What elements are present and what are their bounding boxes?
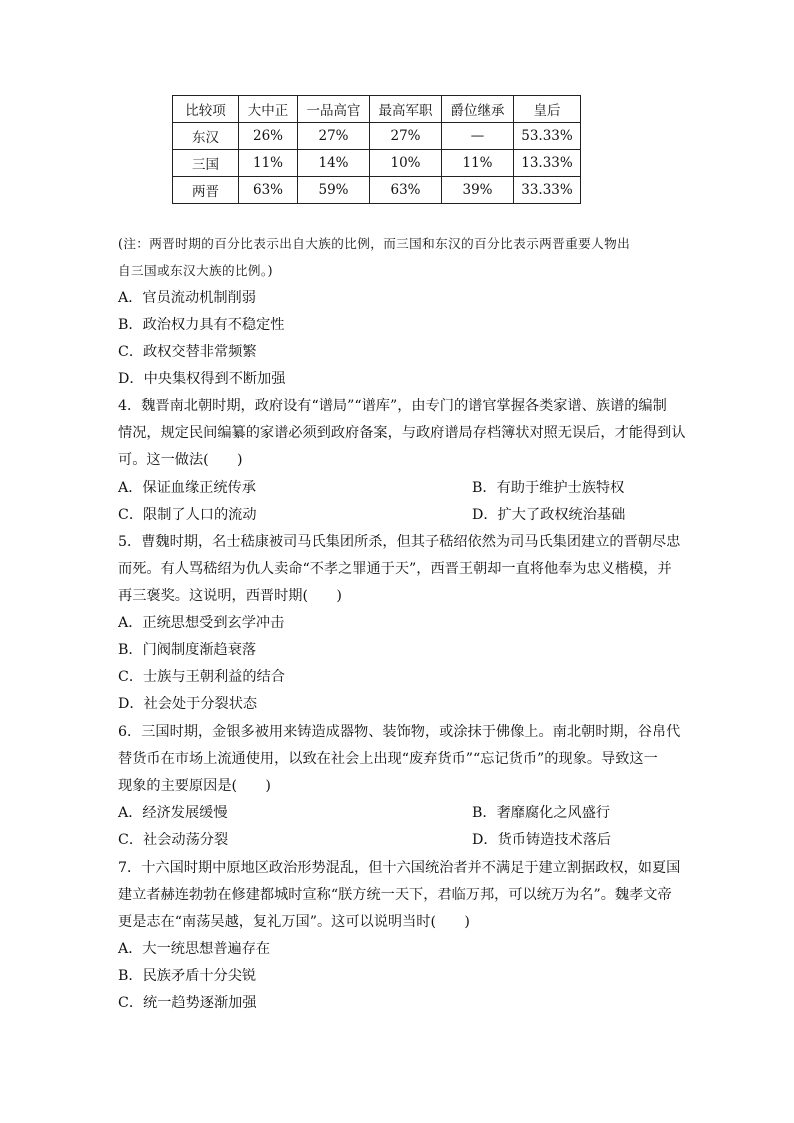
table-cell: 63%: [370, 177, 442, 204]
q5-stem-line: 5．曹魏时期，名士嵇康被司马氏集团所杀，但其子嵇绍依然为司马氏集团建立的晋朝尽忠: [118, 534, 681, 550]
q4-stem-line: 4．魏晋南北朝时期，政府设有“谱局”“谱库”，由专门的谱官掌握各类家谱、族谱的编制: [118, 398, 667, 414]
table-cell: 39%: [442, 177, 514, 204]
table-cell: 11%: [239, 150, 298, 177]
table-header-cell: 爵位继承: [442, 96, 514, 123]
table-cell: 两晋: [173, 177, 239, 204]
q6-option-a: A．经济发展缓慢: [118, 805, 228, 821]
q5-option-a: A．正统思想受到玄学冲击: [118, 615, 285, 631]
table-cell: 14%: [298, 150, 370, 177]
q7-stem-line: 建立者赫连勃勃在修建都城时宣称“朕方统一天下，君临万邦，可以统万为名”。魏孝文帝: [118, 887, 672, 903]
q4-option-b: B．有助于维护士族特权: [472, 480, 625, 496]
table-cell: 59%: [298, 177, 370, 204]
table-header-row: [173, 96, 581, 123]
q5-option-d: D．社会处于分裂状态: [118, 696, 258, 712]
q7-option-c: C．统一趋势逐渐加强: [118, 995, 257, 1011]
q6-stem-line: 现象的主要原因是( ): [118, 778, 271, 794]
q6-option-d: D．货币铸造技术落后: [472, 832, 612, 848]
comparison-table: [172, 95, 581, 204]
table-row: [173, 123, 581, 150]
table-cell: 13.33%: [514, 150, 581, 177]
q7-stem-line: 7．十六国时期中原地区政治形势混乱，但十六国统治者并不满足于建立割据政权，如夏国: [118, 860, 681, 876]
q6-stem-line: 6．三国时期，金银多被用来铸造成器物、装饰物，或涂抹于佛像上。南北朝时期，谷帛代: [118, 724, 681, 740]
q3-option-a: A．官员流动机制削弱: [118, 290, 256, 306]
table-header-cell: 比较项: [173, 96, 239, 123]
q3-option-d: D．中央集权得到不断加强: [118, 371, 286, 387]
q6-stem-line: 替货币在市场上流通使用，以致在社会上出现“废弃货币”“忘记货币”的现象。导致这一: [118, 751, 658, 767]
q5-option-c: C．士族与王朝利益的结合: [118, 669, 285, 685]
q6-options-row: [118, 803, 678, 823]
table-cell: 63%: [239, 177, 298, 204]
table-cell: —: [442, 123, 514, 150]
table-header-cell: 一品高官: [298, 96, 370, 123]
q4-stem-line: 可。这一做法( ): [118, 452, 243, 468]
table-header-cell: 大中正: [239, 96, 298, 123]
table-header-cell: 最高军职: [370, 96, 442, 123]
table-cell: 33.33%: [514, 177, 581, 204]
q5-stem-line: 而死。有人骂嵇绍为仇人卖命“不孝之罪通于天”，西晋王朝却一直将他奉为忠义楷模，并: [118, 561, 672, 577]
q6-option-c: C．社会动荡分裂: [118, 832, 229, 848]
table-header-cell: 皇后: [514, 96, 581, 123]
q7-option-b: B．民族矛盾十分尖锐: [118, 968, 257, 984]
q6-option-b: B．奢靡腐化之风盛行: [472, 805, 611, 821]
q7-stem-line: 更是志在“南荡吴越，复礼万国”。这可以说明当时( ): [118, 914, 470, 930]
q4-option-d: D．扩大了政权统治基础: [472, 507, 626, 523]
q4-stem-line: 情况，规定民间编纂的家谱必须到政府备案，与政府谱局存档簿状对照无误后，才能得到认: [118, 425, 686, 441]
q6-options-row: [118, 830, 678, 850]
q4-options-row: [118, 478, 678, 498]
table-cell: 10%: [370, 150, 442, 177]
q4-option-a: A．保证血缘正统传承: [118, 480, 256, 496]
q4-options-row: [118, 505, 678, 525]
table-note-line: 自三国或东汉大族的比例。): [118, 263, 273, 278]
table-cell: 11%: [442, 150, 514, 177]
q5-stem-line: 再三褒奖。这说明，西晋时期( ): [118, 588, 342, 604]
q3-option-c: C．政权交替非常频繁: [118, 344, 257, 360]
table-cell: 东汉: [173, 123, 239, 150]
table-cell: 三国: [173, 150, 239, 177]
table-cell: 27%: [370, 123, 442, 150]
table-cell: 53.33%: [514, 123, 581, 150]
table-note-line: (注：两晋时期的百分比表示出自大族的比例，而三国和东汉的百分比表示两晋重要人物出: [118, 236, 631, 251]
table-cell: 27%: [298, 123, 370, 150]
table-cell: 26%: [239, 123, 298, 150]
table-row: [173, 177, 581, 204]
q7-option-a: A．大一统思想普遍存在: [118, 941, 271, 957]
q4-option-c: C．限制了人口的流动: [118, 507, 257, 523]
q5-option-b: B．门阀制度渐趋衰落: [118, 642, 257, 658]
q3-option-b: B．政治权力具有不稳定性: [118, 317, 285, 333]
table-row: [173, 150, 581, 177]
